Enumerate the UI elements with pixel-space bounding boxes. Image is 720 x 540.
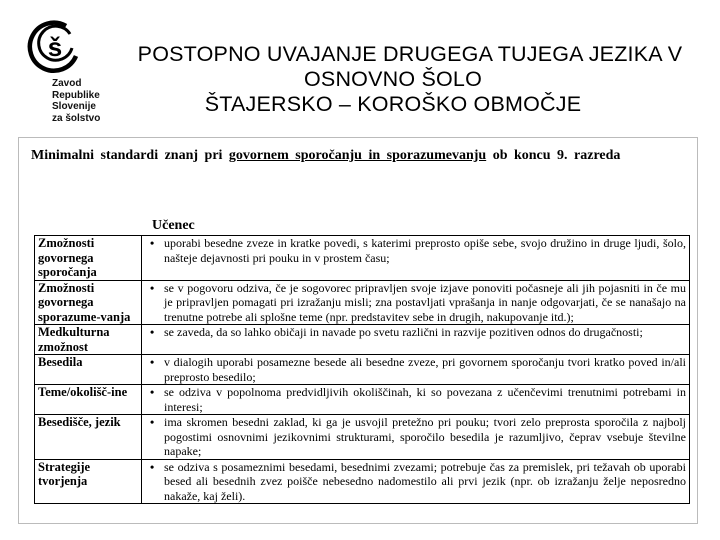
bullet-icon: •	[150, 325, 155, 339]
learner-label: Učenec	[152, 218, 195, 233]
bullet-icon: •	[150, 415, 155, 429]
scanned-document	[18, 137, 698, 524]
logo-line: Zavod	[52, 78, 82, 89]
category-cell: Medkulturna zmožnost	[35, 325, 142, 355]
category-cell: Besedila	[35, 355, 142, 385]
table-row	[35, 459, 690, 504]
bullet-icon: •	[150, 385, 155, 399]
table-row	[35, 415, 690, 460]
logo-line: Republike	[52, 89, 100, 101]
title-line-2: OSNOVNO ŠOLO	[303, 67, 483, 91]
description-cell	[142, 236, 690, 281]
table-row	[35, 355, 690, 385]
bullet-icon: •	[150, 236, 155, 250]
description-text: ima skromen besedni zaklad, ki ga je usvojil pretežno pri pouku; tvori zelo preprosta sporočila z najbolj pogostimi osnovnimi jezikovnimi strukturami, sporočilo besedila je razumljivo, čeprav vsebuje številne napake;	[164, 415, 686, 458]
category-cell: Zmožnosti govornega sporazume-vanja	[35, 280, 142, 325]
document-heading	[31, 144, 691, 168]
description-cell	[142, 459, 690, 504]
logo-line: Slovenije	[52, 101, 96, 112]
category-cell: Besedišče, jezik	[35, 415, 142, 460]
description-text: se odziva s posameznimi besedami, besednimi zvezami; potrebuje čas za premislek, pri težavah ob uporabi besed ali besednih zvez poišče nebesedno nadomestilo ali prvi jezik (npr. ob izražanju želje neposredno nakaže, kaj želi).	[164, 459, 686, 503]
heading-text: Minimalni standardi znanj pri	[31, 148, 229, 163]
bullet-icon: •	[150, 459, 155, 474]
description-cell	[142, 385, 690, 415]
description-text: se odziva v popolnoma predvidljivih okoliščinah, ki so povezana z učenčevimi trenutnimi potrebami in interesi;	[164, 385, 686, 414]
table-row	[35, 385, 690, 415]
description-text: uporabi besedne zveze in kratke povedi, s katerimi preprosto opiše sebe, svojo družino in druge ljudi, šolo, našteje dejavnosti pri pouku in v prostem času;	[164, 236, 686, 265]
description-text: se v pogovoru odziva, če je sogovorec pripravljen svoje izjave ponoviti počasneje ali jih pojasniti in če mu je pripravljen pomagati pri izražanju misli; zna postavljati vprašanja in nanje odgovarjati, če se nanašajo na trenutne potrebe ali splošne teme (npr. predstavitev sebe in drugih, nakupovanje itd.);	[164, 280, 686, 324]
table-row	[35, 236, 690, 281]
title-line-1: POSTOPNO UVAJANJE DRUGEGA TUJEGA JEZIKA V	[137, 42, 683, 66]
category-cell: Zmožnosti govornega sporočanja	[35, 236, 142, 281]
bullet-icon: •	[150, 280, 155, 295]
logo-line: za šolstvo	[52, 112, 101, 124]
table-row	[35, 325, 690, 355]
description-cell	[142, 280, 690, 325]
description-cell	[142, 415, 690, 460]
category-cell: Teme/okolišč-ine	[35, 385, 142, 415]
title-line-3: ŠTAJERSKO – KOROŠKO OBMOČJE	[204, 92, 582, 116]
description-cell	[142, 325, 690, 355]
svg-text:š: š	[47, 32, 63, 62]
heading-text-end: ob koncu 9. razreda	[486, 148, 621, 163]
description-text: se zaveda, da so lahko običaji in navade po svetu različni in razvije pozitiven odnos do drugačnosti;	[164, 325, 643, 339]
description-cell	[142, 355, 690, 385]
slide-title	[60, 42, 720, 117]
table-row	[35, 280, 690, 325]
heading-underlined-text: govornem sporočanju in sporazumevanju	[228, 148, 487, 163]
bullet-icon: •	[150, 355, 155, 369]
description-text: v dialogih uporabi posamezne besede ali besedne zveze, pri govornem sporočanju tvori kratko poved in/ali preprosto besedilo;	[164, 355, 686, 384]
standards-table	[34, 235, 690, 504]
category-cell: Strategije tvorjenja	[35, 459, 142, 504]
